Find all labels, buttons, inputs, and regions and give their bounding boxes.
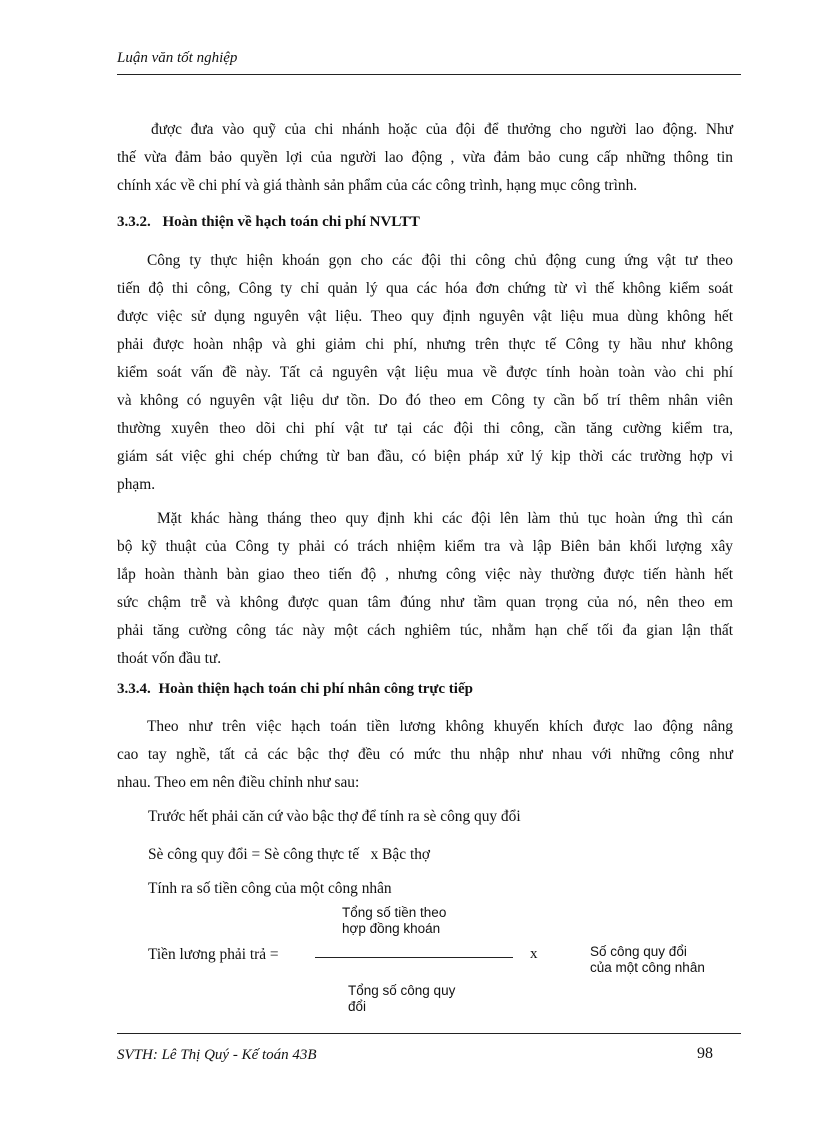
rhs-line: của một công nhân [590, 960, 705, 975]
text-line: thường xuyên theo dõi chi phí vật tư tại các đội thi công, cần tăng cường kiểm tra, [117, 420, 733, 437]
section-title: Hoàn thiện về hạch toán chi phí NVLTT [162, 214, 420, 230]
denominator-line: đổi [348, 999, 367, 1014]
paragraph-intro [117, 116, 733, 200]
section-number: 3.3.4. [117, 681, 151, 697]
text-line: phạm. [117, 476, 156, 493]
text-line: phải được hoàn nhập và ghi giảm chi phí, nhưng trên thực tế Công ty hầu như không [117, 336, 733, 353]
paragraph-332-b [117, 505, 733, 673]
text-line: cao tay nghề, tất cả các bậc thợ đều có mức thu nhập như nhau với những công như [117, 746, 733, 763]
text-line: được việc sử dụng nguyên vật liệu. Theo quy định nguyên vật liệu mua dùng không hết [117, 308, 733, 325]
fraction-bar [315, 957, 513, 958]
section-title: Hoàn thiện hạch toán chi phí nhân công trực tiếp [158, 681, 473, 697]
paragraph-332-a [117, 247, 733, 499]
formula-rhs [590, 944, 705, 976]
text-line: Theo như trên việc hạch toán tiền lương không khuyến khích được lao động nâng [147, 718, 733, 735]
text-line: giám sát việc ghi chép chứng từ ban đầu, có biện pháp xử lý kịp thời các trường hợp vi [117, 448, 733, 465]
text-line: lắp hoàn thành bàn giao theo tiến độ , nhưng công việc này thường được tiến hành hết [117, 566, 733, 583]
formula-numerator [342, 905, 446, 937]
page-number: 98 [697, 1045, 713, 1062]
section-heading-3-3-2 [117, 214, 420, 231]
step-line-1: Trước hết phải căn cứ vào bậc thợ để tính ra sè công quy đổi [148, 808, 521, 825]
paragraph-334 [117, 713, 733, 797]
numerator-line: hợp đồng khoán [342, 921, 441, 936]
section-heading-3-3-4 [117, 681, 473, 698]
text-line: và không có nguyên vật liệu dư tồn. Do đó theo em Công ty cần bố trí thêm nhân viên [117, 392, 733, 409]
text-line: sức chậm trễ và không được quan tâm đúng như tầm quan trọng của nó, nên theo em [117, 594, 733, 611]
text-line: tiến độ thi công, Công ty chỉ quản lý qua các hóa đơn chứng từ vì thế không kiểm soát [117, 280, 733, 297]
header-divider [117, 74, 741, 75]
step-line-2: Sè công quy đổi = Sè công thực tế x Bậc thợ [148, 846, 431, 863]
text-line: kiểm soát vấn đề này. Tất cả nguyên vật liệu mua về được tính hoàn toàn vào chi phí [117, 364, 733, 381]
text-line: nhau. Theo em nên điều chỉnh như sau: [117, 774, 360, 791]
formula-lhs: Tiền lương phải trả = [148, 946, 279, 963]
formula-denominator [348, 983, 455, 1015]
denominator-line: Tổng số công quy [348, 983, 456, 998]
text-line: chính xác về chi phí và giá thành sản phẩm của các công trình, hạng mục công trình. [117, 177, 638, 194]
text-line: bộ kỹ thuật của Công ty phải có trách nhiệm kiểm tra và lập Biên bản khối lượng xây [117, 538, 733, 555]
footer-divider [117, 1033, 741, 1034]
text-line: Công ty thực hiện khoán gọn cho các đội thi công chủ động cung ứng vật tư theo [147, 252, 733, 269]
text-line: thế vừa đảm bảo quyền lợi của người lao động , vừa đảm bảo cung cấp những thông tin [117, 149, 733, 166]
rhs-line: Số công quy đổi [590, 944, 687, 959]
running-header-title: Luận văn tốt nghiệp [117, 50, 238, 66]
numerator-line: Tổng số tiền theo [342, 905, 447, 920]
text-line: Mặt khác hàng tháng theo quy định khi các đội lên làm thủ tục hoàn ứng thì cán [157, 510, 733, 527]
step-line-3: Tính ra số tiền công của một công nhân [148, 880, 392, 897]
footer-author: SVTH: Lê Thị Quý - Kế toán 43B [117, 1047, 317, 1063]
text-line: thoát vốn đầu tư. [117, 650, 222, 667]
formula-operator: x [530, 946, 538, 962]
section-number: 3.3.2. [117, 214, 151, 230]
text-line: được đưa vào quỹ của chi nhánh hoặc của đội để thưởng cho người lao động. Như [151, 121, 733, 138]
text-line: phải tăng cường công tác này một cách nghiêm túc, nhằm hạn chế tối đa gian lận thất [117, 622, 733, 639]
